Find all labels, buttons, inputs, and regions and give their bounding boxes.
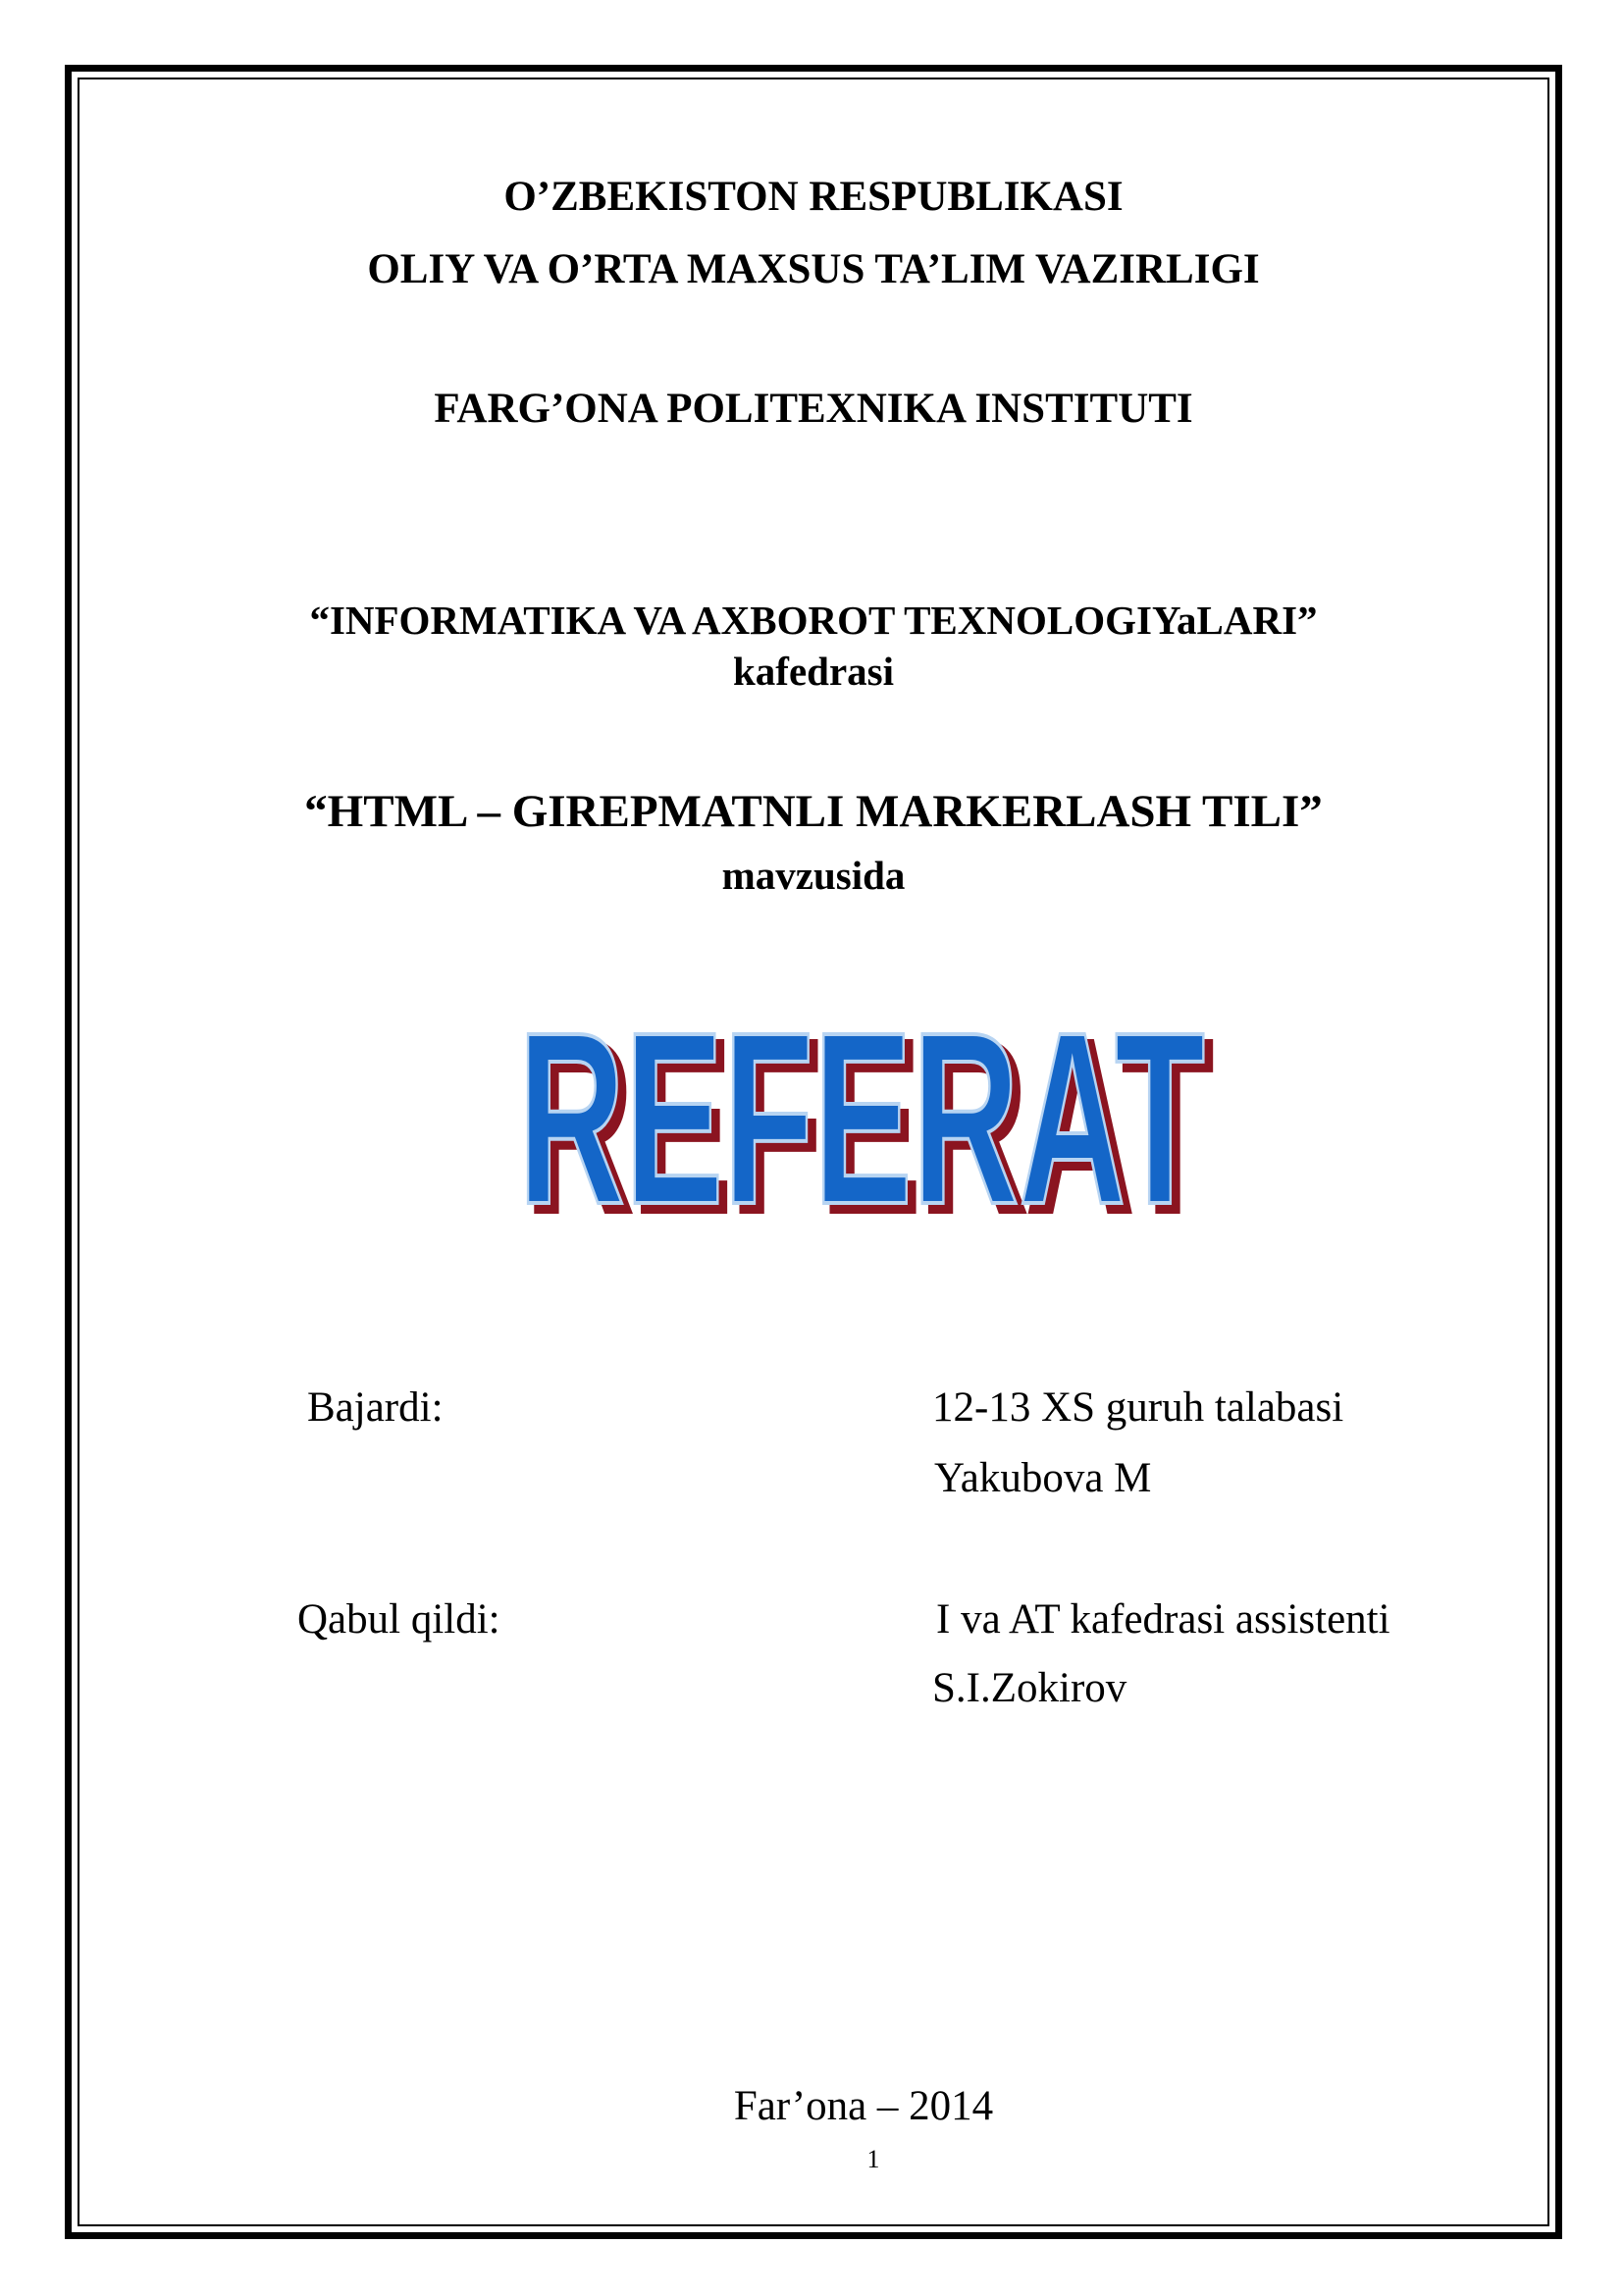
city-year: Far’ona – 2014 (733, 2083, 994, 2129)
topic-name: “HTML – GIREPMATNLI MARKERLASH TILI” (304, 786, 1323, 837)
referat-wordart-text: REFERAT (518, 989, 1205, 1225)
institute-title: FARG’ONA POLITEXNIKA INSTITUTI (434, 386, 1193, 432)
department-suffix: kafedrasi (733, 649, 894, 694)
republic-title: O’ZBEKISTON RESPUBLIKASI (503, 174, 1124, 220)
ministry-title: OLIY VA O’RTA MAXSUS TA’LIM VAZIRLIGI (367, 246, 1260, 292)
referat-wordart (510, 989, 1217, 1225)
accepted-teacher: S.I.Zokirov (932, 1665, 1127, 1711)
accepted-label: Qabul qildi: (297, 1596, 500, 1643)
department-name: “INFORMATIKA VA AXBOROT TEXNOLOGIYaLARI” (309, 598, 1318, 643)
performed-label: Bajardi: (307, 1384, 444, 1431)
topic-suffix: mavzusida (721, 853, 906, 898)
referat-wordart-shadow: REFERAT (526, 989, 1213, 1225)
accepted-position: I va AT kafedrasi assistenti (936, 1596, 1390, 1643)
performed-group: 12-13 XS guruh talabasi (932, 1384, 1344, 1431)
page-number: 1 (866, 2145, 880, 2173)
performed-student: Yakubova M (934, 1455, 1152, 1501)
